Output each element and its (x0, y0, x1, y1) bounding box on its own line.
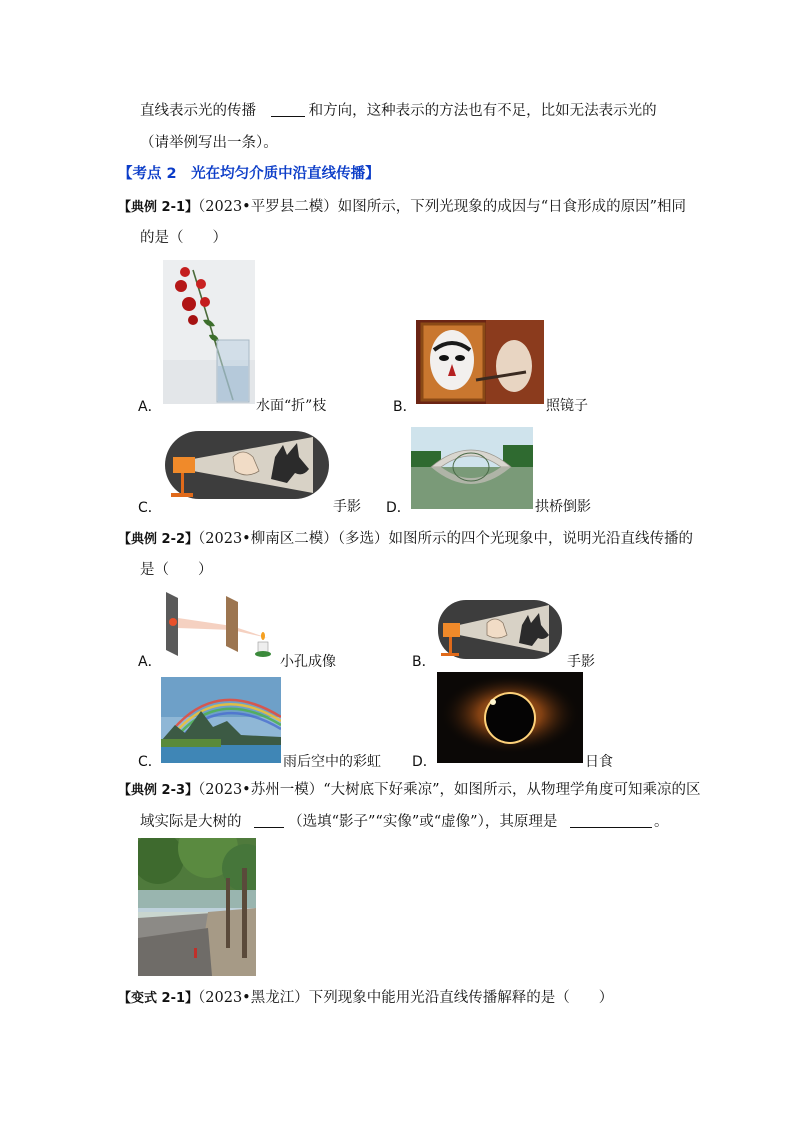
arch-bridge-reflection-image (411, 427, 533, 509)
hand-shadow-image (163, 429, 331, 501)
text: （请举例写出一条）。 (140, 135, 278, 151)
answer-blank (271, 102, 305, 117)
question-text: （2023•苏州一模）“大树底下好乘凉”，如图所示，从物理学角度可知乘凉的区 (198, 782, 701, 798)
question-2-2-line-2: 是（ ） (140, 562, 213, 578)
question-2-1-line-2: 的是（ ） (140, 230, 227, 246)
q1-option-b-caption: 照镜子 (546, 398, 588, 414)
question-tag: 【典例 2-1】 (118, 200, 199, 215)
question-text: （2023•黑龙江）下列现象中能用光沿直线传播解释的是（ ） (198, 990, 614, 1006)
q1-option-a-caption: 水面“折”枝 (256, 398, 327, 414)
q2-option-b-caption: 手影 (567, 654, 595, 670)
question-tag: 【典例 2-2】 (118, 532, 199, 547)
tree-shade-street-image (138, 838, 256, 976)
solar-eclipse-image (437, 672, 583, 763)
question-tag: 【典例 2-3】 (118, 783, 199, 798)
section-heading: 【考点 2 光在均匀介质中沿直线传播】 (118, 166, 380, 182)
q2-option-a-caption: 小孔成像 (280, 654, 336, 670)
q2-option-d-caption: 日食 (585, 754, 613, 770)
q1-option-b-letter: B． (393, 399, 417, 415)
text: 。 (653, 814, 669, 830)
q1-option-d-letter: D． (386, 500, 411, 516)
q1-option-a-letter: A． (138, 399, 162, 415)
answer-blank (570, 813, 652, 828)
paragraph-line-1 (140, 101, 657, 121)
question-2-3-line-1 (118, 780, 701, 801)
q1-option-c-letter: C． (138, 500, 162, 516)
question-2-3-line-2 (140, 812, 668, 832)
text: 和方向，这种表示的方法也有不足，比如无法表示光的 (308, 103, 657, 119)
paragraph-line-2 (140, 133, 278, 153)
variant-2-1-line (118, 988, 613, 1009)
q2-option-a-letter: A． (138, 654, 162, 670)
text: 域实际是大树的 (140, 814, 242, 830)
q2-option-d-letter: D． (412, 754, 437, 770)
q2-option-b-letter: B． (412, 654, 436, 670)
question-text: （2023•柳南区二模）（多选）如图所示的四个光现象中，说明光沿直线传播的 (198, 531, 693, 547)
text: （选填“影子”“实像”或“虚像”），其原理是 (288, 814, 558, 830)
question-2-1-line-1 (118, 197, 686, 218)
hand-shadow-image (437, 599, 563, 660)
rainbow-image (161, 677, 281, 763)
question-2-2-line-1 (118, 529, 693, 550)
q1-option-c-caption: 手影 (333, 499, 361, 515)
text: 直线表示光的传播 (140, 103, 256, 119)
q1-option-d-caption: 拱桥倒影 (535, 499, 591, 515)
question-tag: 【变式 2-1】 (118, 991, 199, 1006)
opera-mask-mirror-image (416, 320, 544, 404)
roses-in-glass-image (163, 260, 255, 404)
q2-option-c-letter: C． (138, 754, 162, 770)
q2-option-c-caption: 雨后空中的彩虹 (283, 754, 381, 770)
answer-blank (254, 813, 284, 828)
pinhole-imaging-image (160, 588, 278, 660)
question-text: （2023•平罗县二模）如图所示，下列光现象的成因与“日食形成的原因”相同 (198, 199, 687, 215)
